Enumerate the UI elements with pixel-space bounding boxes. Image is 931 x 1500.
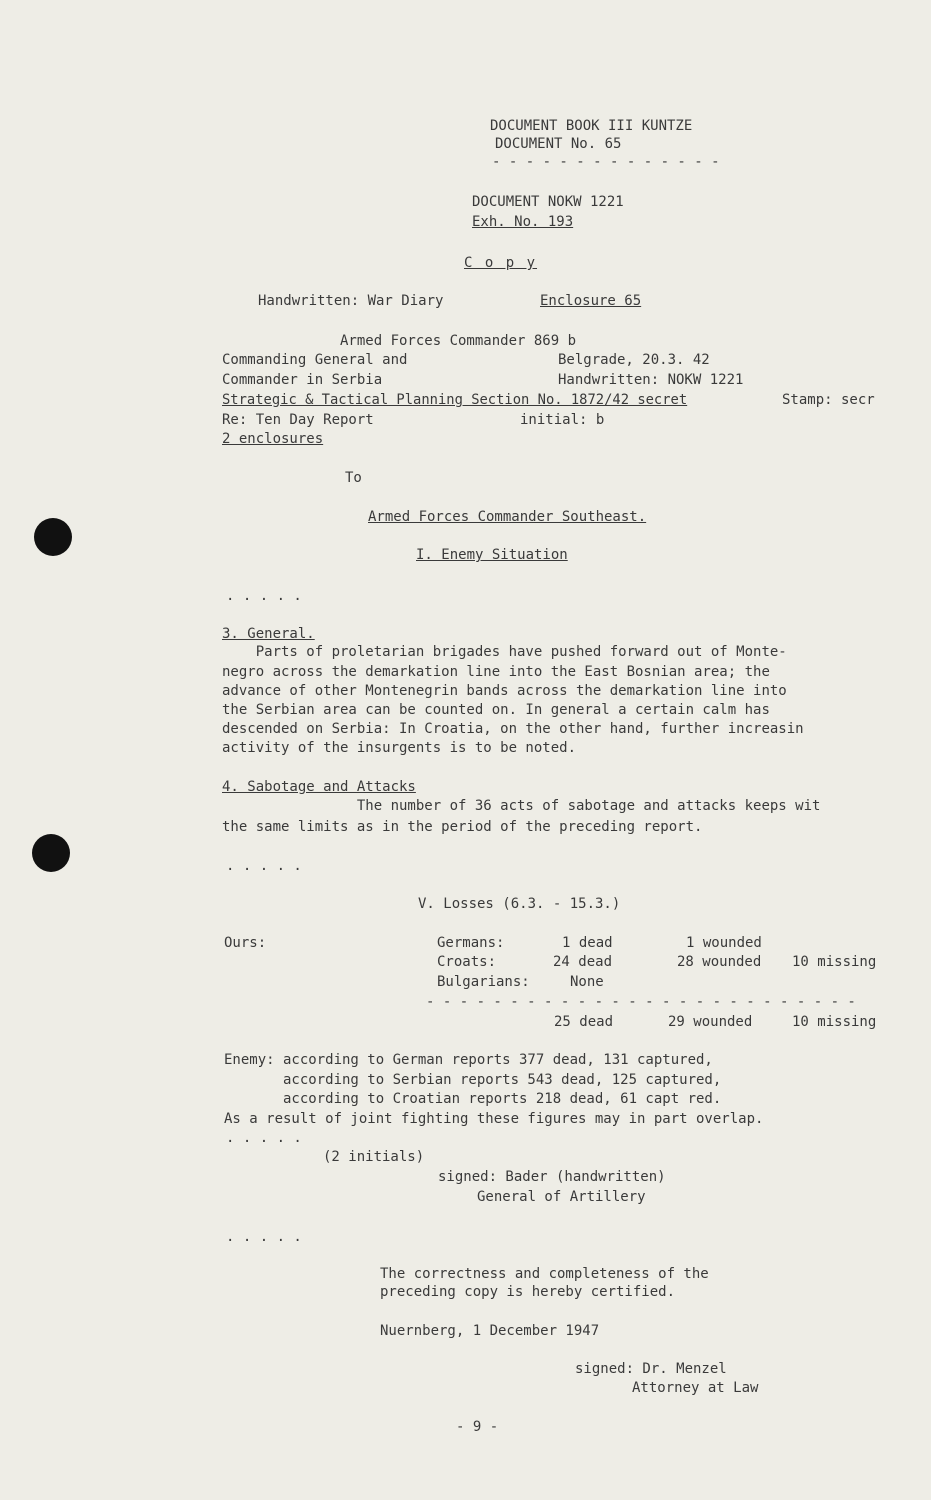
paragraph-line: Parts of proletarian brigades have pushed forward out of Monte- — [222, 644, 787, 660]
initials-line: (2 initials) — [323, 1149, 425, 1165]
re-line: Re: Ten Day Report — [222, 412, 374, 428]
enemy-line: As a result of joint fighting these figures may in part overlap. — [224, 1111, 764, 1127]
loss-dead: None — [570, 974, 604, 990]
page-number: - 9 - — [456, 1419, 499, 1435]
signed-line: signed: Bader (handwritten) — [438, 1169, 666, 1185]
loss-group: Germans: — [437, 935, 505, 951]
stamp-secret: Stamp: secr — [782, 392, 875, 408]
loss-group: Bulgarians: — [437, 974, 530, 990]
enemy-line: Enemy: according to German reports 377 dead, 131 captured, — [224, 1052, 713, 1068]
commanding-general: Commanding General and — [222, 352, 408, 368]
attorney-title: Attorney at Law — [632, 1380, 759, 1396]
total-missing: 10 missing — [792, 1014, 877, 1030]
ellipsis-marker: . . . . . — [226, 1229, 302, 1245]
paragraph-line: advance of other Montenegrin bands across the demarkation line into — [222, 683, 787, 699]
paragraph-line: the same limits as in the period of the preceding report. — [222, 819, 703, 835]
attorney-signed: signed: Dr. Menzel — [575, 1361, 727, 1377]
rank-line: General of Artillery — [477, 1189, 646, 1205]
initial-line: initial: b — [520, 412, 605, 428]
paragraph-line: negro across the demarkation line into the East Bosnian area; the — [222, 664, 770, 680]
afc-line: Armed Forces Commander 869 b — [340, 333, 577, 349]
punch-hole — [34, 518, 72, 556]
total-wounded: 29 wounded — [668, 1014, 753, 1030]
enclosure-label: Enclosure 65 — [540, 293, 642, 309]
ours-label: Ours: — [224, 935, 267, 951]
addressee: Armed Forces Commander Southeast. — [368, 509, 647, 525]
exhibit-line: Exh. No. 193 — [472, 214, 574, 230]
loss-group: Croats: — [437, 954, 497, 970]
paragraph-line: The number of 36 acts of sabotage and attacks keeps wit — [222, 798, 821, 814]
loss-dead: 24 dead — [553, 954, 613, 970]
copy-heading: C o p y — [464, 255, 538, 271]
handwritten-nokw: Handwritten: NOKW 1221 — [558, 372, 744, 388]
certification-line: The correctness and completeness of the — [380, 1266, 709, 1282]
loss-wounded: 28 wounded — [677, 954, 762, 970]
doc-book-line: DOCUMENT BOOK III KUNTZE — [490, 118, 693, 134]
losses-dashes: - - - - - - - - - - - - - - - - - - - - - - - - - - — [426, 994, 856, 1010]
section-enemy-situation: I. Enemy Situation — [416, 547, 568, 563]
ellipsis-marker: . . . . . — [226, 858, 302, 874]
punch-hole — [32, 834, 70, 872]
paragraph-line: activity of the insurgents is to be noted. — [222, 740, 577, 756]
certification-line: preceding copy is hereby certified. — [380, 1284, 676, 1300]
loss-missing: 10 missing — [792, 954, 877, 970]
losses-title: V. Losses (6.3. - 15.3.) — [418, 896, 621, 912]
place-date-line: Nuernberg, 1 December 1947 — [380, 1323, 600, 1339]
enemy-line: according to Croatian reports 218 dead, 61 capt red. — [224, 1091, 722, 1107]
commander-serbia: Commander in Serbia — [222, 372, 383, 388]
section-sabotage-title: 4. Sabotage and Attacks — [222, 779, 416, 795]
belgrade-date: Belgrade, 20.3. 42 — [558, 352, 710, 368]
paragraph-line: descended on Serbia: In Croatia, on the other hand, further increasin — [222, 721, 804, 737]
header-dashes: - - - - - - - - - - - - - - — [492, 154, 720, 170]
total-dead: 25 dead — [554, 1014, 614, 1030]
paragraph-line: the Serbian area can be counted on. In general a certain calm has — [222, 702, 770, 718]
nokw-line: DOCUMENT NOKW 1221 — [472, 194, 624, 210]
ellipsis-marker: . . . . . — [226, 1130, 302, 1146]
enemy-line: according to Serbian reports 543 dead, 125 captured, — [224, 1072, 722, 1088]
to-label: To — [345, 470, 362, 486]
strategic-planning-line: Strategic & Tactical Planning Section No. 1872/42 secret — [222, 392, 688, 408]
enclosures-line: 2 enclosures — [222, 431, 324, 447]
doc-number-line: DOCUMENT No. 65 — [495, 136, 622, 152]
section-general-title: 3. General. — [222, 626, 315, 642]
handwritten-war-diary: Handwritten: War Diary — [258, 293, 444, 309]
loss-dead: 1 dead — [562, 935, 613, 951]
ellipsis-marker: . . . . . — [226, 588, 302, 604]
loss-wounded: 1 wounded — [686, 935, 762, 951]
